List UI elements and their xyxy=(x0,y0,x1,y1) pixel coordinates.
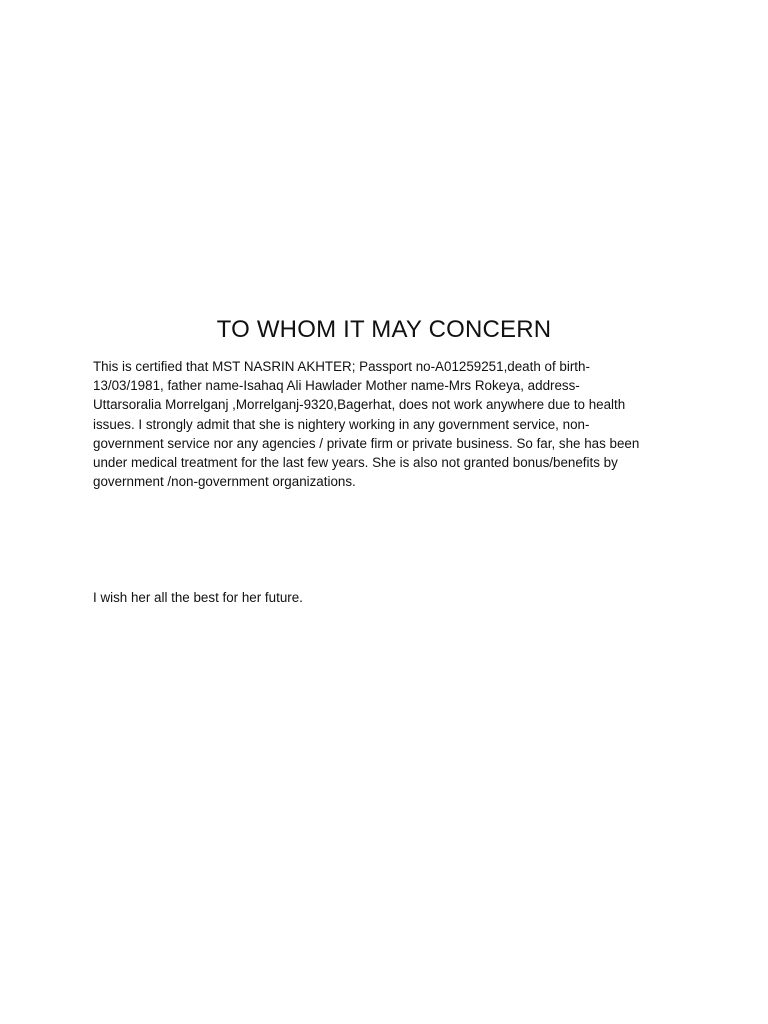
body-line: under medical treatment for the last few years. She is also not granted bonus/benefits by xyxy=(93,455,618,471)
body-line: Uttarsoralia Morrelganj ,Morrelganj-9320,Bagerhat, does not work anywhere due to health xyxy=(93,397,626,413)
body-line: 13/03/1981, father name-Isahaq Ali Hawlader Mother name-Mrs Rokeya, address- xyxy=(93,378,580,394)
body-line: government service nor any agencies / private firm or private business. So far, she has been xyxy=(93,435,640,451)
body-line: issues. I strongly admit that she is nightery working in any government service, non- xyxy=(93,416,590,432)
body-line: government /non-government organizations. xyxy=(93,474,356,490)
document-title: TO WHOM IT MAY CONCERN xyxy=(216,316,552,343)
certificate-body xyxy=(93,357,683,491)
closing-remark: I wish her all the best for her future. xyxy=(93,590,303,605)
body-line: This is certified that MST NASRIN AKHTER; Passport no-A01259251,death of birth- xyxy=(93,359,590,374)
